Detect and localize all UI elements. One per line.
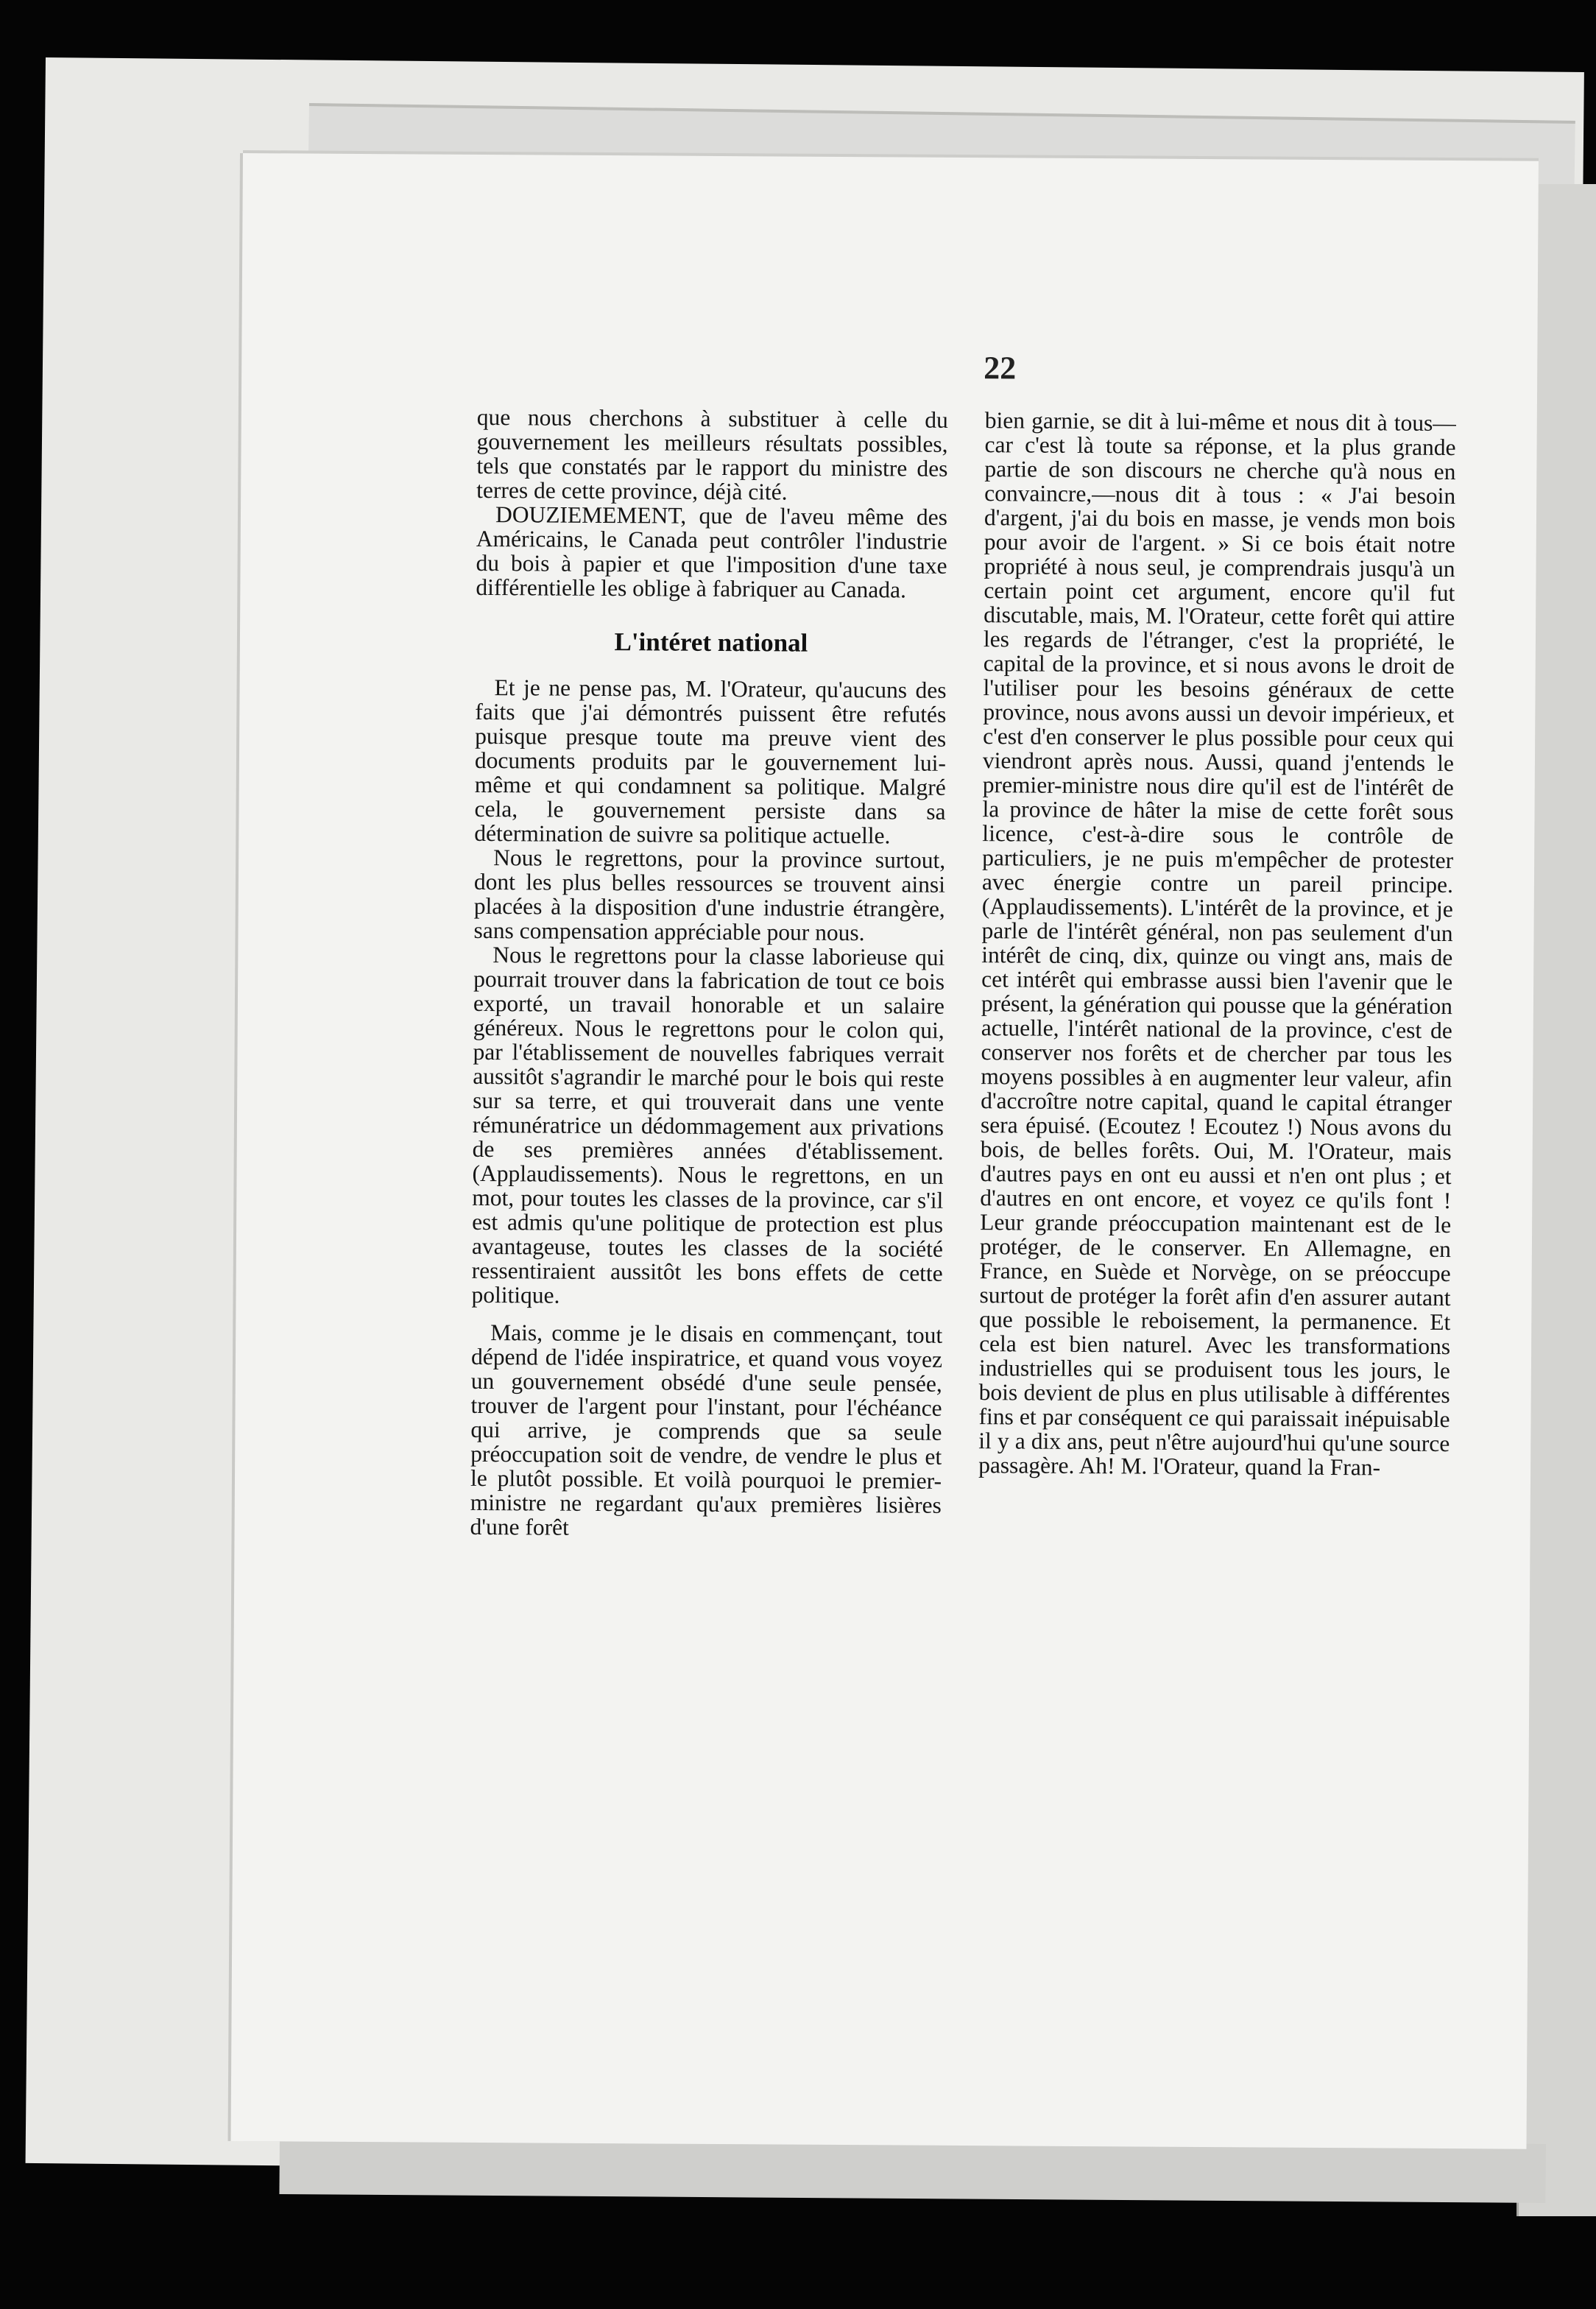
left-paragraph-2: DOUZIEMEMENT, que de l'aveu même des Américains, le Canada peut contrôler l'industrie du bois à papier et que l'imposition d'une taxe différentielle les oblige à fabriquer au Canada. bbox=[476, 501, 948, 603]
right-column bbox=[978, 408, 1456, 1480]
left-paragraph-4: Nous le regrettons, pour la province surtout, dont les plus belles ressources se trouvent ainsi placées à la disposition d'une industrie étrangère, sans compensation appréciable pour nous. bbox=[473, 845, 946, 946]
left-paragraph-5: Nous le regrettons pour la classe laborieuse qui pourrait trouver dans la fabrication de tout ce bois exporté, un travail honorable et un salaire généreux. Nous le regrettons pour le colon qui, par l'établissement de nouvelles fabriques verrait aussitôt s'agrandir le marché pour le bois qui reste sur sa terre, et qui trouverait dans une vente rémunératrice un dédommagement aux privations de ses premières années d'établissement. (Applaudissements). Nous le regrettons, en un mot, pour toutes les classes de la province, car s'il est admis qu'une politique de protection est plus avantageuse, toutes les classes de la société ressentiraient aussitôt les bons effets de cette politique. bbox=[471, 942, 945, 1308]
document-page bbox=[231, 153, 1539, 2149]
left-paragraph-1: que nous cherchons à substituer à celle du gouvernement les meilleurs résultats possibles, tels que constatés par le rapport du ministre des terres de cette province, déjà cité. bbox=[476, 403, 948, 505]
right-paragraph-1: bien garnie, se dit à lui-même et nous dit à tous—car c'est là toute sa réponse, et la plus grande partie de son discours ne cherche qu'à nous en convaincre,—nous dit à tous : « J'ai besoin d'argent, j'ai du bois en masse, je vends mon bois pour avoir de l'argent. » Si ce bois était notre propriété à nous seul, je comprendrais jusqu'à un certain point cet argument, encore qu'il fut discutable, mais, M. l'Orateur, cette forêt qui attire les regards de l'étranger, c'est la propriété, le capital de la province, et si nous avons le droit de l'utiliser pour les besoins généraux de cette province, nous avons aussi un devoir impérieux, et c'est d'en conserver le plus possible pour ceux qui viendront après nous. Aussi, quand j'entends le premier-ministre nous dire qu'il est de l'intérêt de la province de hâter la mise de cette forêt sous licence, c'est-à-dire sous le contrôle de particuliers, je ne puis m'empêcher de protester avec énergie contre un pareil principe. (Applaudissements). L'intérêt de la province, et je parle de l'intérêt général, non pas seulement d'un intérêt de cinq, dix, quinze ou vingt ans, mais de cet intérêt qui embrasse aussi bien l'avenir que le présent, la génération qui pousse que la génération actuelle, l'intérêt national de la province, c'est de conserver nos forêts et de chercher par tous les moyens possibles à en augmenter leur valeur, afin d'accroître notre capital, quand le capital étranger sera épuisé. (Ecoutez ! Ecoutez !) Nous avons du bois, de belles forêts. Oui, M. l'Orateur, mais d'autres pays en ont eu aussi et n'en ont plus ; et d'autres en ont encore, et voyez ce qu'ils font ! Leur grande préoccupation maintenant est de le protéger, de le conserver. En Allemagne, en France, en Suède et Norvège, on se préoccupe surtout de protéger la forêt afin d'en assurer autant que possible le reboisement, la permanence. Et cela est bien naturel. Avec les transformations industrielles qui se produisent tous les jours, le bois devient de plus en plus utilisable à différentes fins et par conséquent ce qui paraissait inépuisable il y a dix ans, peut n'être aujourd'hui qu'une source passagère. Ah! M. l'Orateur, quand la Fran- bbox=[978, 407, 1456, 1481]
section-heading: L'intéret national bbox=[614, 627, 808, 658]
left-paragraph-3: Et je ne pense pas, M. l'Orateur, qu'aucuns des faits que j'ai démontrés puissent être refutés puisque presque toute ma preuve vient des documents produits par le gouvernement lui-même et qui condamnent sa politique. Malgré cela, le gouvernement persiste dans sa détermination de suivre sa politique actuelle. bbox=[474, 674, 947, 849]
left-column bbox=[470, 405, 948, 1542]
page-number: 22 bbox=[984, 350, 1017, 387]
left-paragraph-6: Mais, comme je le disais en commençant, tout dépend de l'idée inspiratrice, et quand vous voyez un gouvernement obsédé d'une seule pensée, trouver de l'argent pour l'instant, pour l'échéance qui arrive, je comprends que sa seule préoccupation soit de vendre, de vendre le plus et le plutôt possible. Et voilà pourquoi le premier-ministre ne regardant qu'aux premières lisières d'une forêt bbox=[470, 1319, 943, 1540]
